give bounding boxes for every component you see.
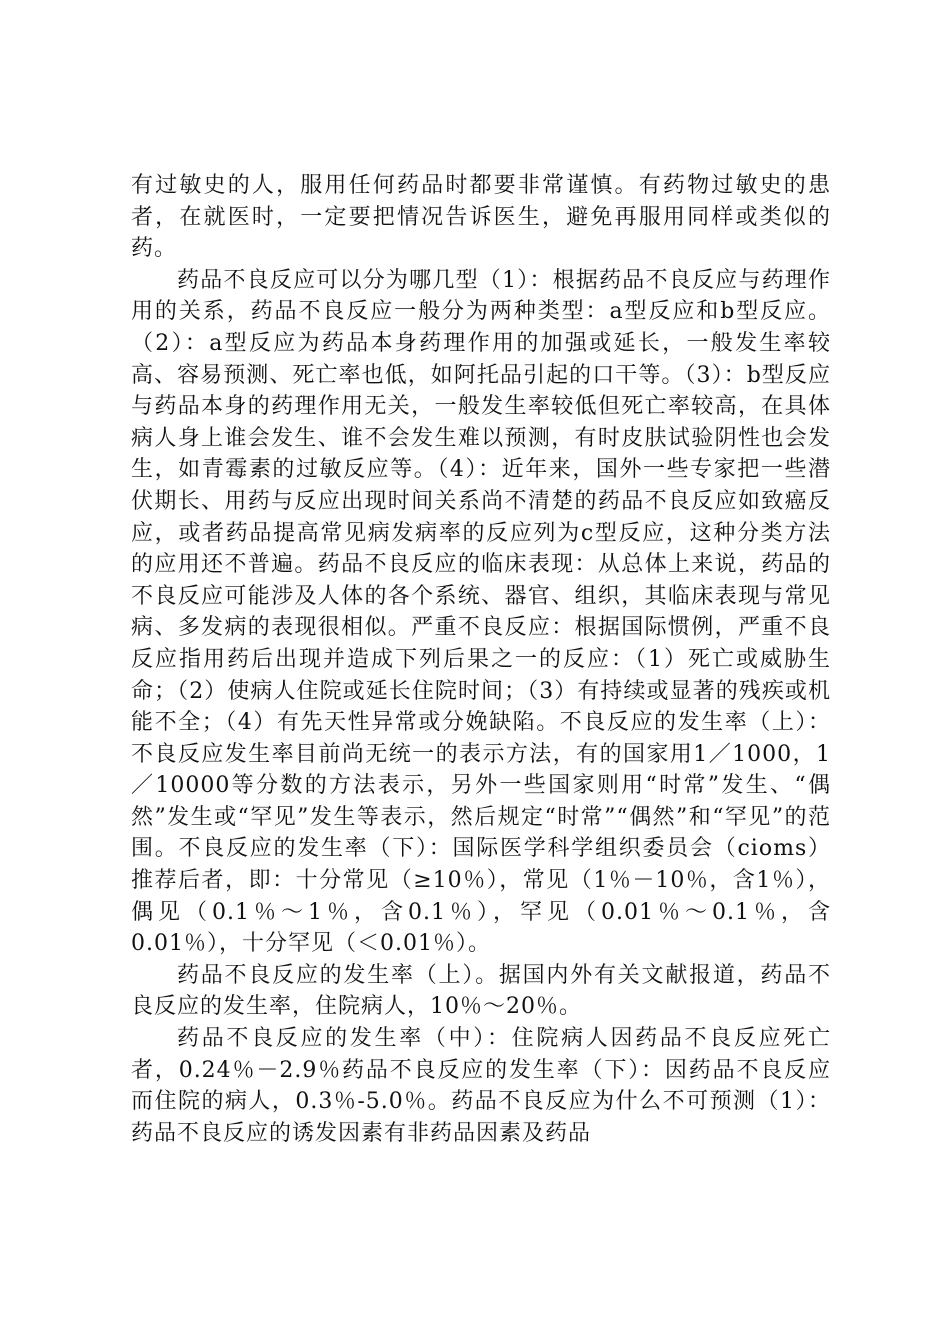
document-page bbox=[131, 170, 831, 1149]
paragraph-adr-incidence-middle: 药品不良反应的发生率（中）：住院病人因药品不良反应死亡者，0.24％－2.9％药品不良反应的发生率（下）：因药品不良反应而住院的病人，0.3％-5.0％。药品不良反应为什么不可预测（1）：药品不良反应的诱发因素有非药品因素及药品 bbox=[131, 1026, 831, 1146]
paragraph-allergy-history: 有过敏史的人，服用任何药品时都要非常谨慎。有药物过敏史的患者，在就医时，一定要把情况告诉医生，避免再服用同样或类似的药。 bbox=[131, 173, 831, 262]
paragraph-adr-incidence-upper: 药品不良反应的发生率（上）。据国内外有关文献报道，药品不良反应的发生率，住院病人，10％～20％。 bbox=[131, 962, 831, 1020]
paragraph-adr-types: 药品不良反应可以分为哪几型（1）：根据药品不良反应与药理作用的关系，药品不良反应一般分为两种类型：a型反应和b型反应。（2）：a型反应为药品本身药理作用的加强或延长，一般发生率较高、容易预测、死亡率也低，如阿托品引起的口干等。（3）：b型反应与药品本身的药理作用无关，一般发生率较低但死亡率较高，在具体病人身上谁会发生、谁不会发生难以预测，有时皮肤试验阴性也会发生，如青霉素的过敏反应等。（4）：近年来，国外一些专家把一些潜伏期长、用药与反应出现时间关系尚不清楚的药品不良反应如致癌反应，或者药品提高常见病发病率的反应列为c型反应，这种分类方法的应用还不普遍。药品不良反应的临床表现：从总体上来说，药品的不良反应可能涉及人体的各个系统、器官、组织，其临床表现与常见病、多发病的表现很相似。严重不良反应：根据国际惯例，严重不良反应指用药后出现并造成下列后果之一的反应：（1）死亡或威胁生命；（2）使病人住院或延长住院时间；（3）有持续或显著的残疾或机能不全；（4）有先天性异常或分娩缺陷。不良反应的发生率（上）：不良反应发生率目前尚无统一的表示方法，有的国家用1／1000，1／10000等分数的方法表示，另外一些国家则用“时常”发生、“偶然”发生或“罕见”发生等表示，然后规定“时常”“偶然”和“罕见”的范围。不良反应的发生率（下）：国际医学科学组织委员会（cioms）推荐后者，即：十分常见（≥10％），常见（1％－10％，含1％），偶见（0.1％～1％，含0.1％），罕见（0.01％～0.1％，含0.01％），十分罕见（＜0.01％）。 bbox=[131, 267, 832, 957]
